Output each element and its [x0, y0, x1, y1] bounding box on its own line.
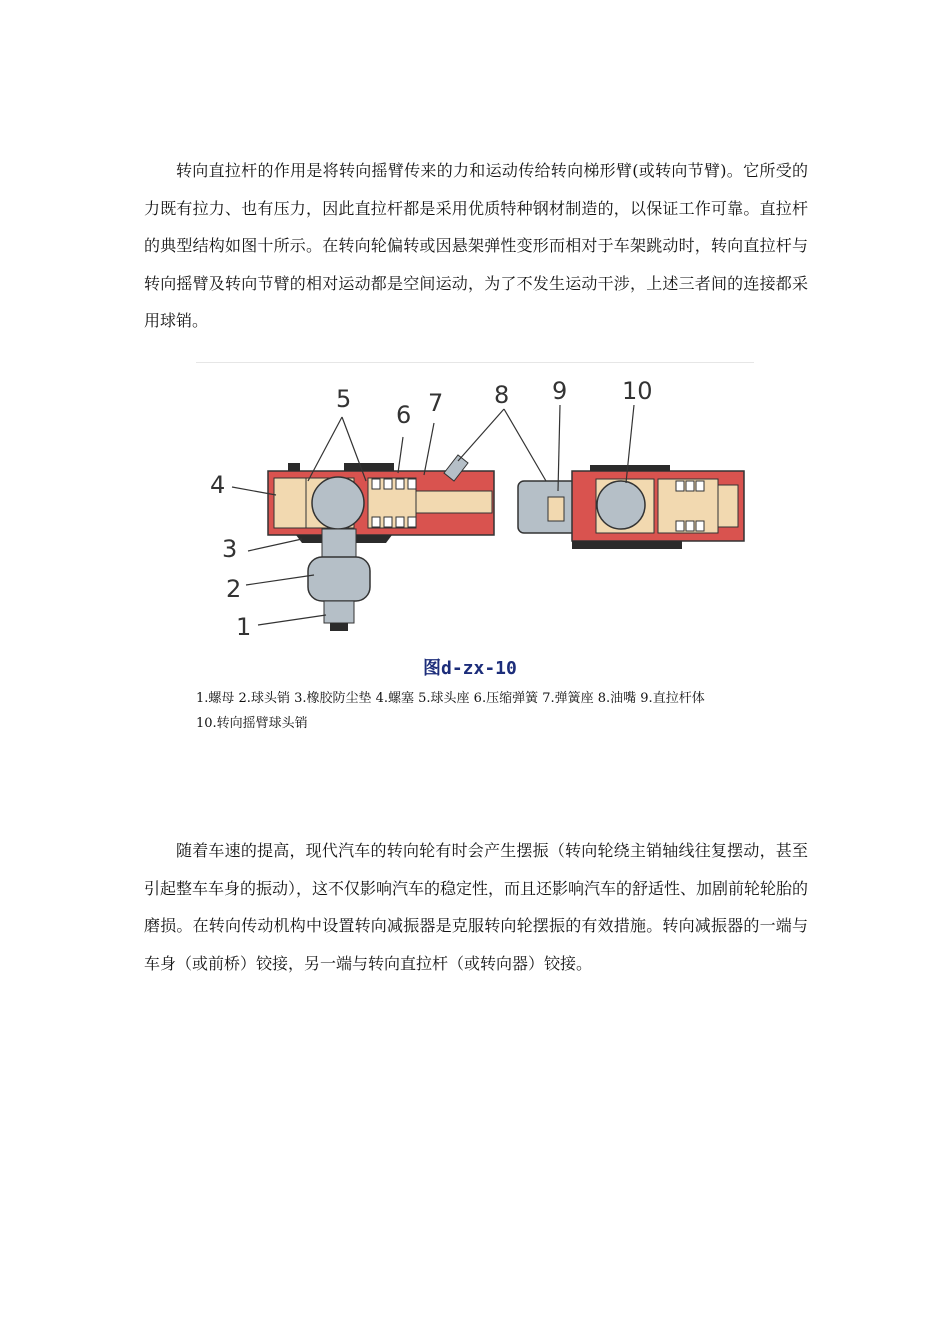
- caption-line-2: 10.转向摇臂球头销: [196, 716, 308, 731]
- housing-clip: [590, 465, 670, 471]
- plug: [274, 478, 306, 528]
- callout-4: 4: [210, 471, 226, 499]
- callout-7: 7: [428, 389, 444, 417]
- caption-line-1: 1.螺母 2.球头销 3.橡胶防尘垫 4.螺塞 5.球头座 6.压缩弹簧 7.弹簧座 8.油嘴 9.直拉杆体: [196, 691, 705, 706]
- callout-6: 6: [396, 401, 412, 429]
- tie-rod-body-cap: [548, 497, 564, 521]
- callout-10: 10: [622, 377, 653, 405]
- callout-8: 8: [494, 381, 510, 409]
- paragraph-intro: 转向直拉杆的作用是将转向摇臂传来的力和运动传给转向梯形臂(或转向节臂)。它所受的力既有拉力、也有压力，因此直拉杆都是采用优质特种钢材制造的，以保证工作可靠。直拉杆的典型结构如图十所示。在转向轮偏转或因悬架弹性变形而相对于车架跳动时，转向直拉杆与转向摇臂及转向节臂的相对运动都是空间运动，为了不发生运动干涉，上述三者间的连接都采用球销。: [144, 161, 808, 330]
- rod-bore: [416, 491, 492, 513]
- callout-5: 5: [336, 385, 352, 413]
- callout-1: 1: [236, 613, 252, 641]
- callout-2: 2: [226, 575, 242, 603]
- tie-rod-drawing: [196, 363, 754, 653]
- figure-caption: [196, 686, 776, 736]
- housing-clip: [344, 463, 394, 471]
- nut: [324, 601, 354, 623]
- housing-clip: [572, 541, 682, 549]
- ball-stud-ball: [312, 477, 364, 529]
- figure-label: 图d-zx-10: [423, 658, 517, 679]
- ball-stud-body: [308, 557, 370, 601]
- paragraph-damper: 随着车速的提高，现代汽车的转向轮有时会产生摆振（转向轮绕主销轴线往复摆动，甚至引起整车车身的振动），这不仅影响汽车的稳定性，而且还影响汽车的舒适性、加剧前轮轮胎的磨损。在转向传动机构中设置转向减振器是克服转向轮摆振的有效措施。转向减振器的一端与车身（或前桥）铰接，另一端与转向直拉杆（或转向器）铰接。: [144, 841, 809, 973]
- ball-stud-neck: [322, 529, 356, 557]
- callout-3: 3: [222, 535, 238, 563]
- pitman-arm-ball: [597, 481, 645, 529]
- nut-end: [330, 623, 348, 631]
- housing-clip: [288, 463, 300, 471]
- callout-9: 9: [552, 377, 568, 405]
- plug-right: [718, 485, 738, 527]
- tie-rod-diagram: [196, 362, 754, 653]
